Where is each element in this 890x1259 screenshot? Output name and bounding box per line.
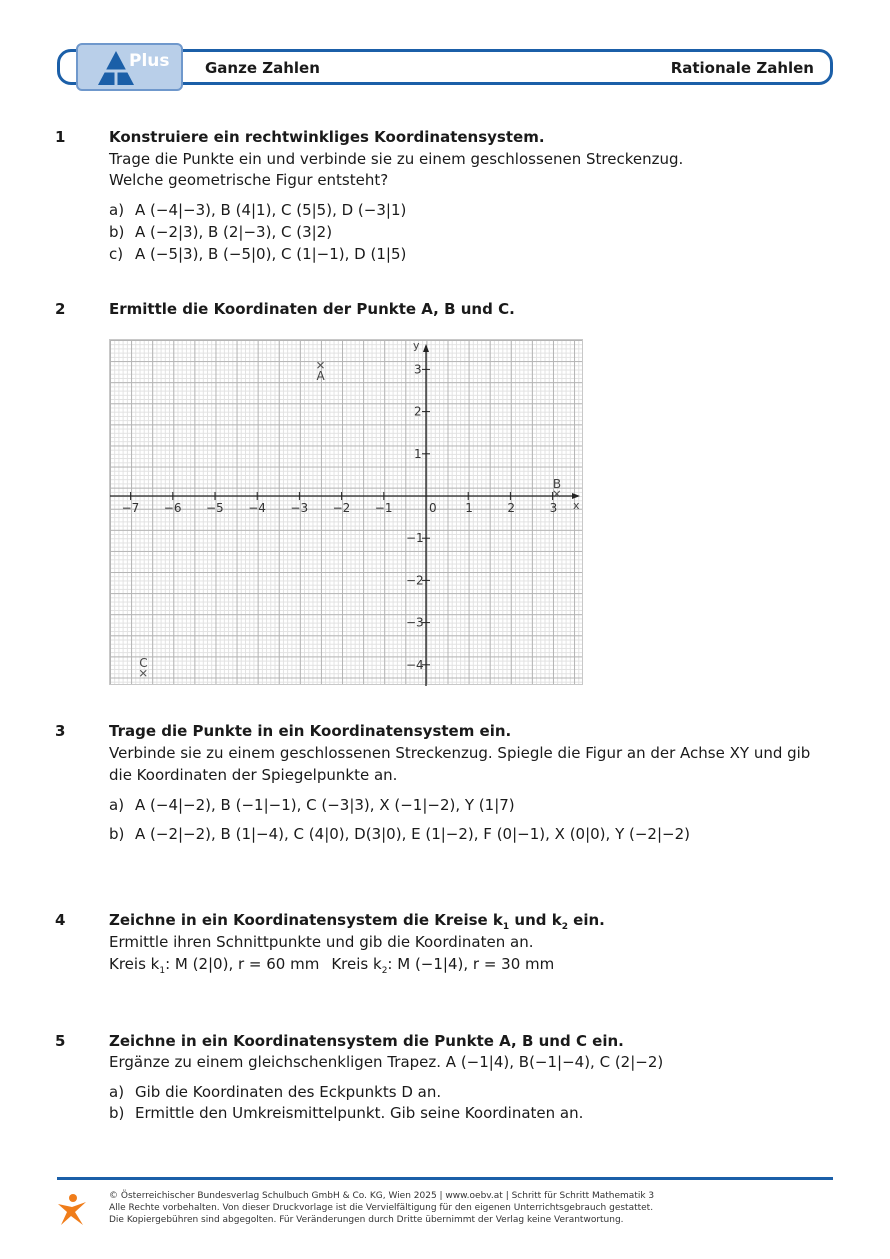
y-tick-label: −1 [406, 531, 424, 546]
point-b-label: B [552, 476, 562, 491]
y-tick-label: −2 [406, 573, 424, 588]
task-4-title: Zeichne in ein Koordinatensystem die Kreise $k_1$ und $k_2$ ein. [109, 911, 605, 932]
task-1-line-1: Trage die Punkte ein und verbinde sie zu einem geschlossenen Streckenzug. [109, 150, 684, 168]
y-tick-label: −3 [406, 615, 424, 630]
x-tick-label: −6 [163, 501, 182, 515]
y-tick-label: 1 [414, 446, 422, 461]
y-tick-label: 3 [414, 362, 422, 377]
task-3-item-b: b) A (−2|−2), B (1|−4), C (4|0), D(3|0), E (1|−2), F (0|−1), X (0|0), Y (−2|−2) [109, 825, 690, 843]
x-tick-label: 0 [429, 501, 437, 515]
coordinate-chart [110, 340, 584, 686]
task-3-line-2: die Koordinaten der Spiegelpunkte an. [109, 766, 398, 784]
plus-logo [76, 43, 183, 91]
task-4-line-1: Ermittle ihren Schnittpunkte und gib die Koordinaten an. [109, 933, 534, 951]
task-5-item-b: b) Ermittle den Umkreismittelpunkt. Gib seine Koordinaten an. [109, 1104, 584, 1122]
task-1-line-2: Welche geometrische Figur entsteht? [109, 171, 389, 189]
task-4-circles: Kreis $k_1$: M (2|0), r = 60 mm Kreis $k_2$: M (−1|4), r = 30 mm [109, 955, 555, 976]
y-tick-label: 2 [414, 404, 422, 419]
task-5-number: 5 [55, 1032, 66, 1050]
task-3-item-a: a) A (−4|−2), B (−1|−1), C (−3|3), X (−1|−2), Y (1|7) [109, 796, 515, 814]
logo-label: Plus [129, 51, 170, 71]
coordinate-grid [109, 339, 583, 685]
task-1-number: 1 [55, 128, 66, 146]
point-a-label: A [316, 369, 325, 384]
x-axis-label: x [573, 499, 580, 512]
task-2-number: 2 [55, 300, 66, 318]
oebv-star-logo-icon [55, 1192, 91, 1228]
task-1-item-c: c) A (−5|3), B (−5|0), C (1|−1), D (1|5) [109, 245, 407, 263]
footer-text [109, 1190, 654, 1226]
x-tick-label: −4 [248, 501, 266, 515]
task-3-number: 3 [55, 722, 66, 740]
task-3-line-1: Verbinde sie zu einem geschlossenen Streckenzug. Spiegle die Figur an der Achse XY und gib [109, 744, 811, 762]
x-tick-label: −3 [290, 501, 309, 515]
x-tick-label: −5 [206, 501, 224, 515]
header-left-title: Ganze Zahlen [205, 59, 320, 77]
x-tick-label: −7 [121, 501, 140, 515]
task-2-title: Ermittle die Koordinaten der Punkte A, B und C. [109, 300, 515, 318]
y-axis-arrow-icon [423, 344, 429, 352]
task-3-title: Trage die Punkte in ein Koordinatensystem ein. [109, 722, 512, 740]
point-a-marker [318, 362, 324, 368]
footer-divider [57, 1177, 833, 1180]
y-tick-label: −4 [406, 657, 424, 672]
task-1-item-b: b) A (−2|3), B (2|−3), C (3|2) [109, 223, 333, 241]
point-c-marker [140, 670, 146, 676]
task-5-item-a: a) Gib die Koordinaten des Eckpunkts D an. [109, 1083, 442, 1101]
task-5-line-1: Ergänze zu einem gleichschenkligen Trapez. A (−1|4), B(−1|−4), C (2|−2) [109, 1053, 664, 1071]
task-5-title: Zeichne in ein Koordinatensystem die Punkte A, B und C ein. [109, 1032, 624, 1050]
footer-line-3: Die Kopiergebühren sind abgegolten. Für Veränderungen durch Dritte übernimmt der Verlag keine Verantwortung. [109, 1215, 624, 1225]
x-tick-label: −1 [374, 501, 393, 515]
footer-line-1: © Österreichischer Bundesverlag Schulbuch GmbH & Co. KG, Wien 2025 | www.oebv.at | Schritt für Schritt Mathematik 3 [109, 1191, 655, 1201]
x-tick-label: 1 [465, 501, 473, 515]
x-tick-label: 2 [507, 501, 516, 515]
task-4-number: 4 [55, 911, 66, 929]
x-tick-label: −2 [332, 501, 351, 515]
task-1-title: Konstruiere ein rechtwinkliges Koordinatensystem. [109, 128, 545, 146]
footer-line-2: Alle Rechte vorbehalten. Von dieser Druckvorlage ist die Vervielfältigung für den eigenen Unterrichtsgebrauch gestattet. [109, 1203, 654, 1213]
x-tick-label: 3 [549, 501, 558, 515]
task-1-item-a: a) A (−4|−3), B (4|1), C (5|5), D (−3|1) [109, 201, 407, 219]
header-right-title: Rationale Zahlen [670, 59, 814, 77]
y-axis-label: y [413, 340, 420, 352]
point-c-label: C [139, 656, 148, 671]
